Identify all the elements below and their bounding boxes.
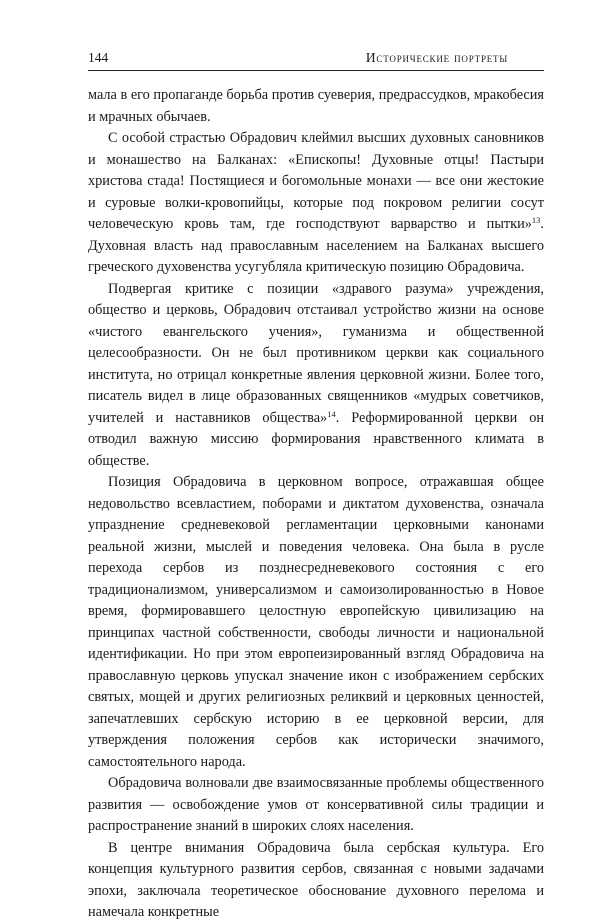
book-page xyxy=(88,48,544,924)
paragraph-5 xyxy=(88,773,544,838)
footnote-ref-14[interactable]: 14 xyxy=(327,408,336,419)
paragraph-2-text-a: С особой страстью Обрадович клеймил высших духовных сановников и монашество на Балканах: «Епископы! Духовные отцы! Пастыри христова стада! Постящиеся и богомольные монахи — все они жестокие и суровые волки-кровопийцы, которые под покровом религии сосут человеческую кровь там, где господствуют варварство и пытки» xyxy=(88,130,544,232)
paragraph-2-text-b: . Духовная власть над православным населением на Балканах высшего греческого духовенства усугубляла критическую позицию Обрадовича. xyxy=(88,216,544,275)
paragraph-2 xyxy=(88,128,544,279)
paragraph-6-text: В центре внимания Обрадовича была сербская культура. Его концепция культурного развития сербов, связанная с новыми задачами эпохи, заключала теоретическое обоснование духовного перелома и намечала конкретные xyxy=(88,839,544,920)
paragraph-3-text-a: Подвергая критике с позиции «здравого разума» учреждения, общество и церковь, Обрадович отстаивал устройство жизни на основе «чистого евангельского учения», гуманизма и общественной целесообразности. Он не был противником церкви как социального института, но отрицал конкретные явления церковной жизни. Более того, писатель видел в лице образованных священников «мудрых советчиков, учителей и наставников общества» xyxy=(88,280,544,426)
paragraph-3 xyxy=(88,279,544,473)
running-title: Исторические портреты xyxy=(365,50,508,65)
paragraph-4-text: Позиция Обрадовича в церковном вопросе, отражавшая общее недовольство всевластием, поборами и диктатом духовенства, означала упразднение средневековой регламентации церковными канонами реальной жизни, мыслей и поведения человека. Она была в русле перехода сербов из позднесредневекового состояния с его традиционализмом, универсализмом и самоизолированностью в Новое время, формировавшего целостную европейскую цивилизацию на принципах частной собственности, свободы личности и национальной идентификации. Но при этом европеизированный взгляд Обрадовича на православную церковь упускал значение икон с изображением сербских святых, мощей и других религиозных реликвий и церковных ценностей, запечатлевших сербскую историю в ее церковной версии, для утверждения положения сербов как исторически значимого, самостоятельного народа. xyxy=(88,474,544,770)
paragraph-1 xyxy=(88,85,544,128)
paragraph-3-text-b: . Реформированной церкви он отводил важную миссию формирования нравственного климата в обществе. xyxy=(88,409,544,469)
running-header xyxy=(88,48,544,71)
paragraph-5-text: Обрадовича волновали две взаимосвязанные проблемы общественного развития — освобождение умов от консервативной силы традиции и распространение знаний в широких слоях населения. xyxy=(88,775,544,834)
paragraph-1-text: мала в его пропаганде борьба против суеверия, предрассудков, мракобесия и мрачных обычаев. xyxy=(88,87,544,125)
page-number: 144 xyxy=(88,50,109,65)
paragraph-4 xyxy=(88,472,544,773)
footnote-ref-13[interactable]: 13 xyxy=(531,215,541,225)
paragraph-6 xyxy=(88,838,544,924)
page-body xyxy=(88,85,544,924)
